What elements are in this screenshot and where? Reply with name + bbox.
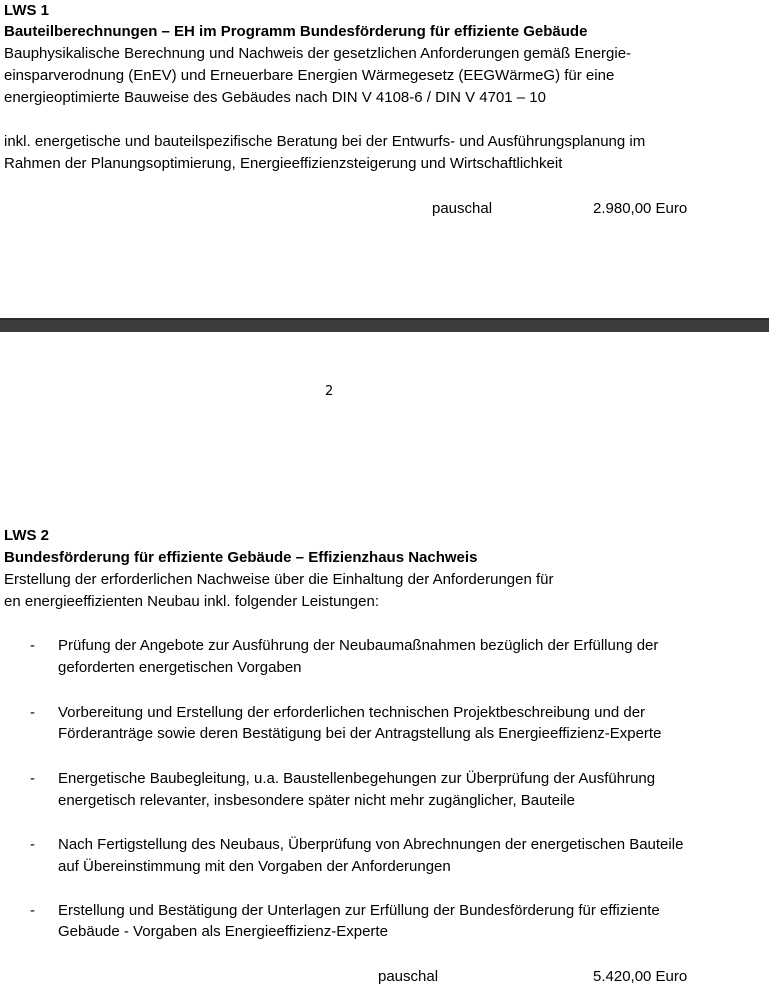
- list-item-line: Prüfung der Angebote zur Ausführung der Neubaumaßnahmen bezüglich der Erfüllung der: [58, 637, 659, 654]
- lws1-incl-line: Rahmen der Planungsoptimierung, Energieeffizienzsteigerung und Wirtschaftlichkeit: [4, 155, 563, 172]
- lws1-price-label: pauschal: [432, 200, 493, 217]
- list-item-line: Vorbereitung und Erstellung der erforderlichen technischen Projektbeschreibung und der: [58, 704, 646, 721]
- lws2-intro-line: Erstellung der erforderlichen Nachweise über die Einhaltung der Anforderungen für: [4, 571, 554, 588]
- lws1-title: Bauteilberechnungen – EH im Programm Bundesförderung für effiziente Gebäude: [4, 23, 588, 40]
- list-item-line: Energetische Baubegleitung, u.a. Baustellenbegehungen zur Überprüfung der Ausführung: [58, 770, 656, 787]
- lws1-price-value: 2.980,00 Euro: [593, 200, 688, 217]
- list-bullet: -: [30, 637, 35, 654]
- list-bullet: -: [30, 836, 35, 853]
- list-item-line: auf Übereinstimmung mit den Vorgaben der Anforderungen: [58, 858, 451, 875]
- lws2-title: Bundesförderung für effiziente Gebäude – Effizienzhaus Nachweis: [4, 549, 478, 566]
- page-separator: [0, 318, 769, 332]
- lws1-desc-line: Bauphysikalische Berechnung und Nachweis der gesetzlichen Anforderungen gemäß Energie-: [4, 45, 632, 62]
- lws1-label: LWS 1: [4, 2, 50, 19]
- lws2-label: LWS 2: [4, 527, 50, 544]
- list-bullet: -: [30, 902, 35, 919]
- list-item-line: Förderanträge sowie deren Bestätigung bei der Antragstellung als Energieeffizienz-Experte: [58, 725, 662, 742]
- lws1-incl-line: inkl. energetische und bauteilspezifische Beratung bei der Entwurfs- und Ausführungsplanung im: [4, 133, 646, 150]
- lws1-desc-line: energieoptimierte Bauweise des Gebäudes nach DIN V 4108-6 / DIN V 4701 – 10: [4, 89, 546, 106]
- lws2-intro-line: en energieeffizienten Neubau inkl. folgender Leistungen:: [4, 593, 379, 610]
- lws2-price-label: pauschal: [378, 968, 439, 985]
- lws1-desc-line: einsparverodnung (EnEV) und Erneuerbare Energien Wärmegesetz (EEGWärmeG) für eine: [4, 67, 615, 84]
- list-bullet: -: [30, 704, 35, 721]
- list-item-line: geforderten energetischen Vorgaben: [58, 659, 302, 676]
- list-item-line: Erstellung und Bestätigung der Unterlagen zur Erfüllung der Bundesförderung für effiziente: [58, 902, 660, 919]
- list-item-line: energetisch relevanter, insbesondere später nicht mehr zugänglicher, Bauteile: [58, 792, 575, 809]
- lws2-price-value: 5.420,00 Euro: [593, 968, 688, 985]
- list-bullet: -: [30, 770, 35, 787]
- list-item-line: Gebäude - Vorgaben als Energieeffizienz-Experte: [58, 923, 388, 940]
- page-number: 2: [325, 384, 334, 399]
- list-item-line: Nach Fertigstellung des Neubaus, Überprüfung von Abrechnungen der energetischen Bauteile: [58, 836, 684, 853]
